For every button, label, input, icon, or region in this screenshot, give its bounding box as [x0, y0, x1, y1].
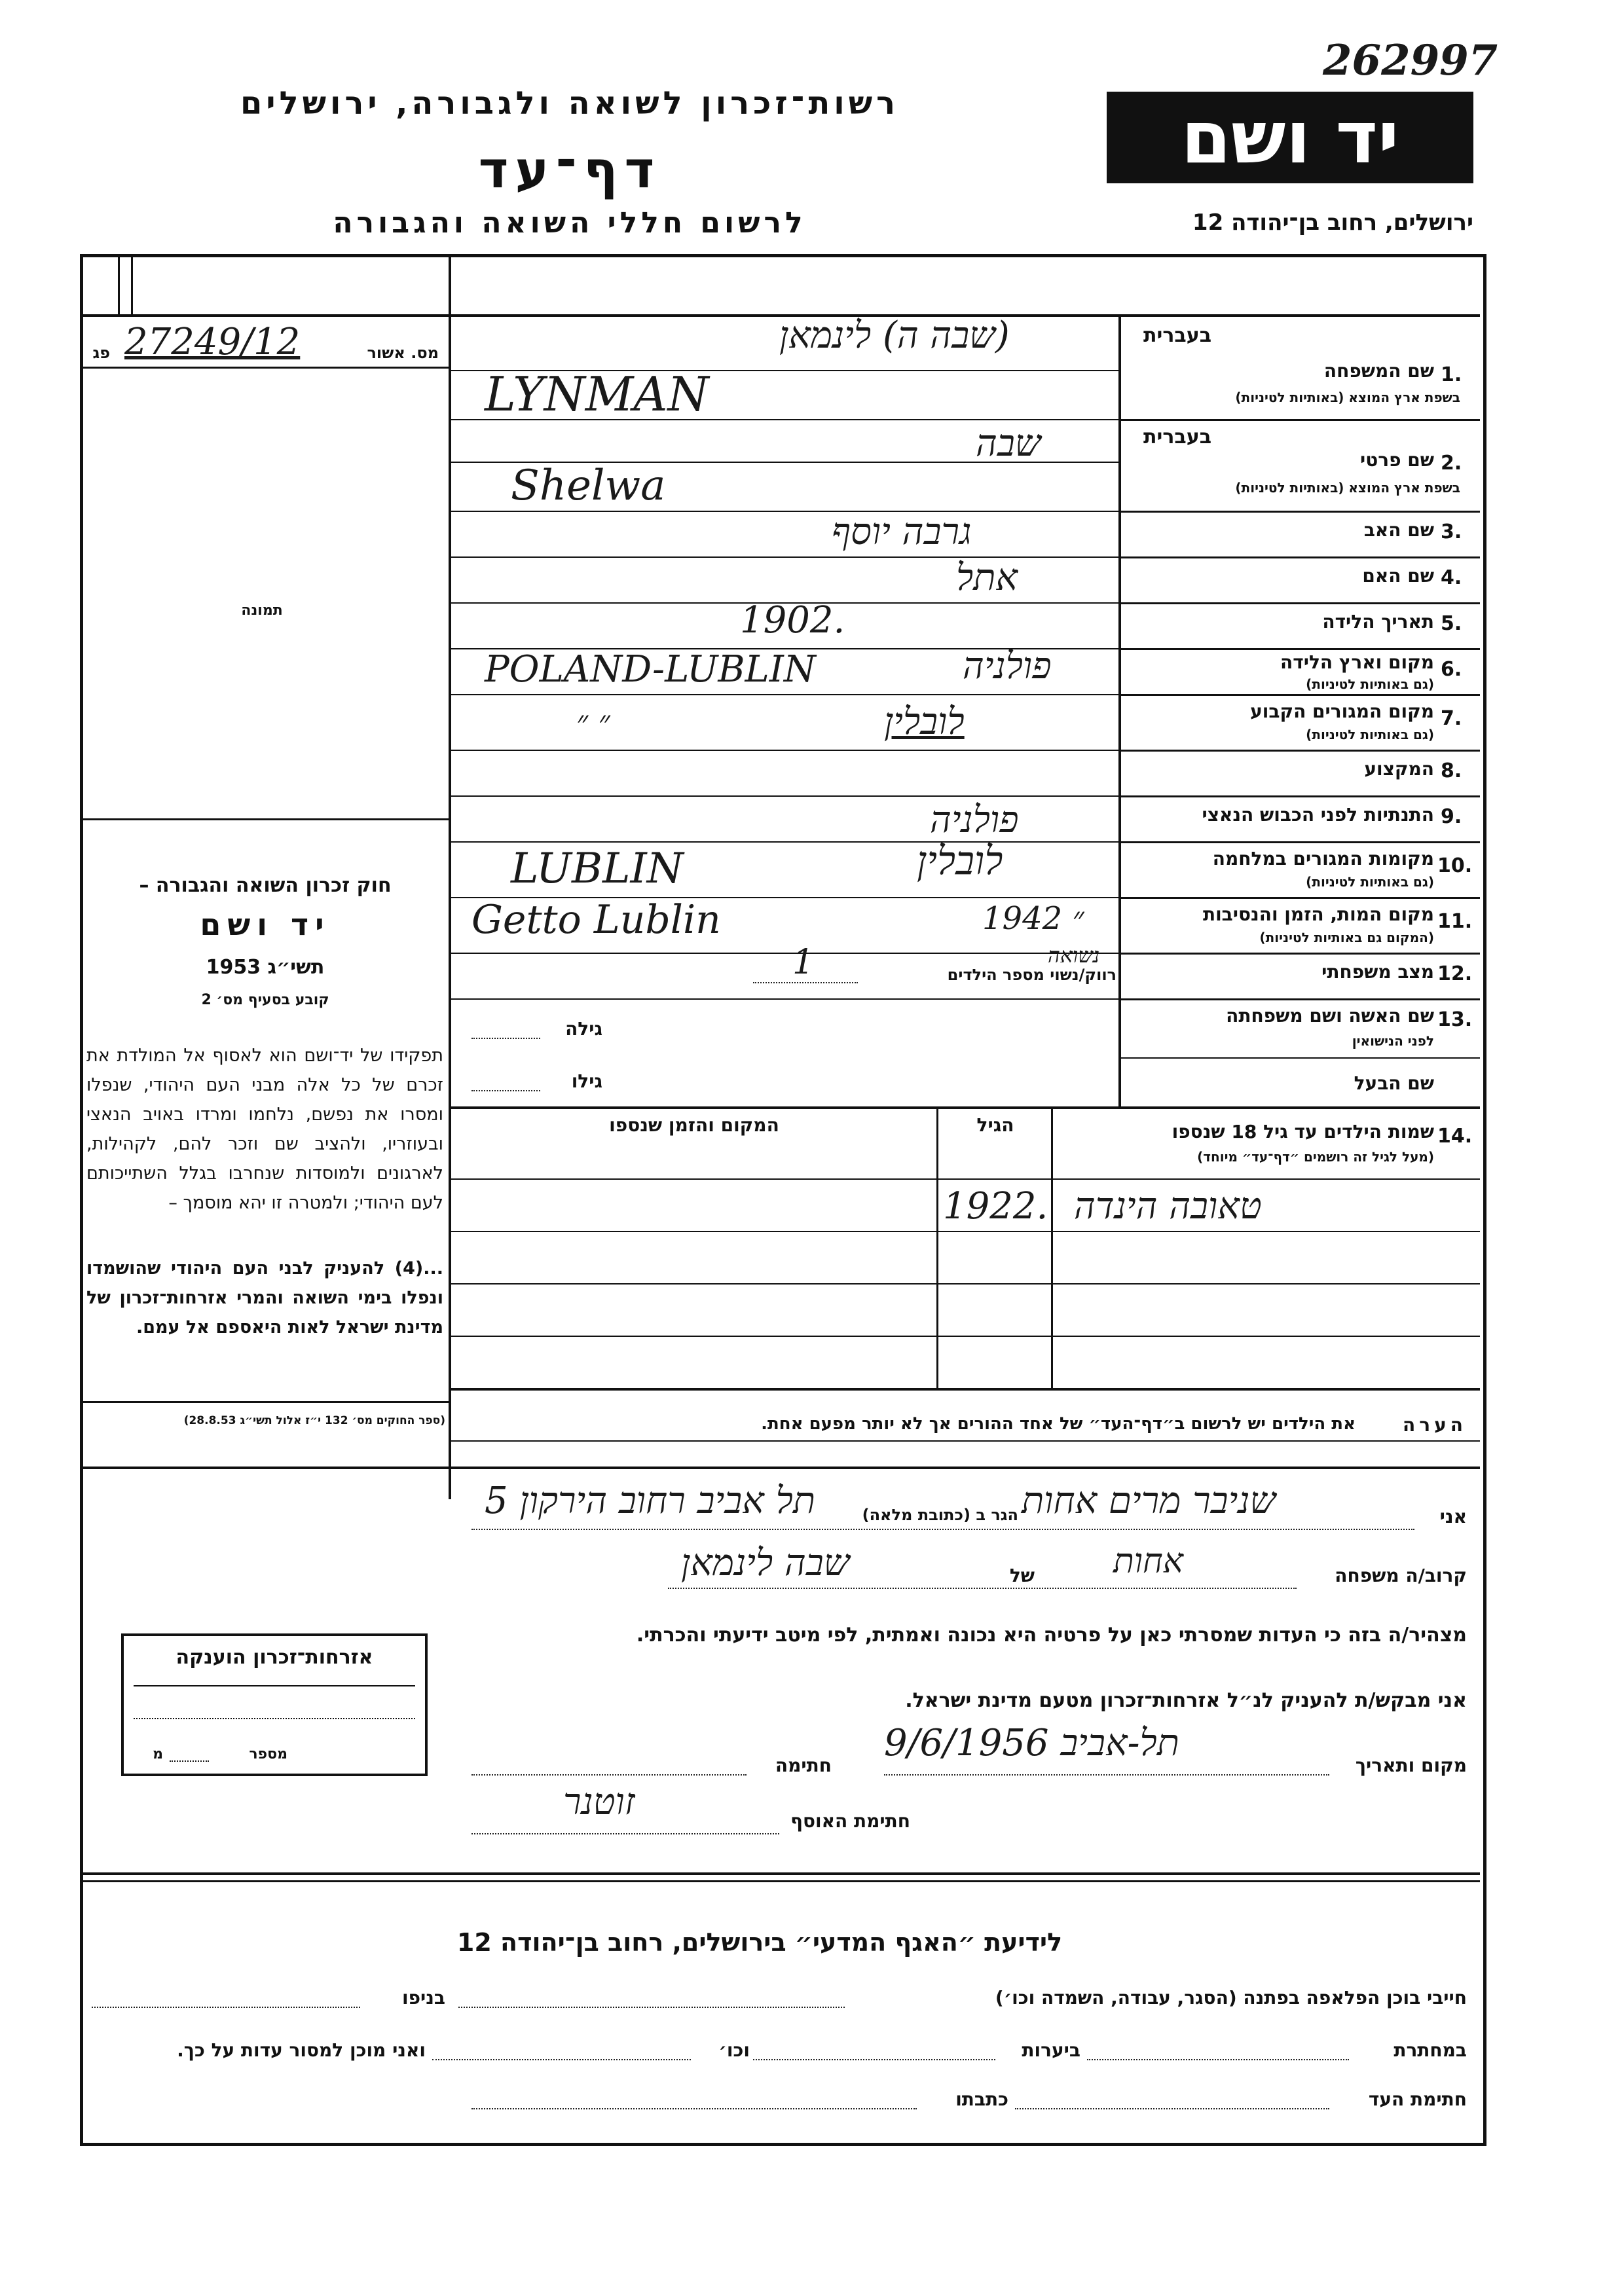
field-9-label: התנתיות לפני הכבוש הנאצי [1202, 804, 1434, 826]
signature-label: חתימה [775, 1755, 832, 1776]
birthplace-latin-value[interactable]: POLAND-LUBLIN [485, 648, 816, 691]
surname-latin-value[interactable]: LYNMAN [485, 367, 709, 422]
firstname-latin-value[interactable]: Shelwa [511, 462, 666, 510]
field-11-label: מקום המות, הזמן והנסיבות [1202, 903, 1434, 925]
field-7-label: מקום המגורים הקבוע [1250, 701, 1434, 722]
relative-label: קרוב/ה משפחה [1335, 1565, 1467, 1586]
declarant-resides-label: הגר ב (כתובת מלאה) [862, 1506, 1018, 1524]
field-12-label: מצב משפחתי [1321, 961, 1434, 983]
wartime-residence-hebrew-value[interactable]: לובלין [917, 838, 1003, 884]
field-12-num: 12. [1437, 962, 1473, 985]
law-clause: קובע בסעיף מס׳ 2 [201, 992, 329, 1008]
field-4-label: שם האם [1362, 565, 1434, 587]
footer-line1-b: בניפו [401, 1987, 445, 2009]
child-age-value[interactable]: 1922. [943, 1185, 1048, 1228]
field-4-num: 4. [1441, 566, 1462, 589]
approval-label: מס. אשור [367, 344, 439, 362]
field-10-num: 10. [1437, 854, 1473, 877]
footer-line2-c: וכו׳ [718, 2039, 750, 2061]
children-col-place: המקום והזמן שנספו [609, 1114, 779, 1136]
children-sub: (מעל לגיל זה רושמים ״דף־עד״ מיוחד) [1197, 1149, 1434, 1165]
form-title: דף־עד [478, 141, 661, 200]
field-1-lang: בעברית [1143, 324, 1211, 347]
form-subtitle: לרשום חללי השואה והגבורה [333, 206, 807, 240]
field-13-num: 13. [1437, 1008, 1473, 1031]
field-2-label: שם פרטי [1359, 449, 1434, 471]
declarant-address-value[interactable]: תל אביב רחוב הירקון 5 [485, 1480, 815, 1522]
place-date-value[interactable]: תל-אביב 9/6/1956 [884, 1722, 1179, 1764]
mother-name-value[interactable]: אתל [956, 556, 1018, 599]
relation-value[interactable]: אחות [1113, 1542, 1183, 1581]
law-name: יד ושם [200, 907, 331, 942]
note-label: הערה [1403, 1414, 1467, 1436]
field-6-num: 6. [1441, 658, 1462, 681]
footer-line2-d: ואני מוכן למסור עדות על כך. [177, 2039, 426, 2061]
field-1-label: שם המשפחה [1323, 360, 1434, 382]
field-12-inline: רווק/נשוי מספר הילדים [947, 966, 1116, 984]
children-count-value[interactable]: 1 [792, 943, 815, 982]
law-year: תשי״ג 1953 [206, 956, 325, 979]
field-6-sub: (גם באותיות לטיניות) [1306, 676, 1434, 692]
law-footnote: (ספר החוקים מס׳ 132 י״ז אלול תשי״ג 28.8.53) [183, 1414, 445, 1427]
collector-signature-label: חתימת האוסף [790, 1810, 910, 1832]
field-2-sub: בשפת ארץ המוצא (באותיות לטיניות) [1235, 480, 1460, 496]
law-text: תפקידו של יד־ושם הוא לאסוף אל המולדת את זכרם של כל אלה מבני העם היהודי, שנפלו ומסרו את נפשם, נלחמו ומרדו באויב הנאצי ובעוזריו, ולהציב שם וזכר להם, לקהילות, לארגונים ולמוסדות שנחרבו בגלל השתייכותם לעם היהודי; ולמטרה זו יהא מוסמך – [86, 1046, 443, 1213]
surname-hebrew-value[interactable]: (שבה ה) לינמאן [779, 314, 1010, 357]
stamp-box-number-prefix: מ [153, 1746, 163, 1762]
field-8-label: המקצוע [1364, 758, 1434, 780]
field-2-lang: בעברית [1143, 426, 1211, 448]
field-5-label: תאריך הלידה [1322, 611, 1434, 632]
declarant-ani: אני [1439, 1506, 1467, 1527]
law-title: חוק זכרון השואה והגבורה – [139, 874, 392, 897]
wartime-residence-latin-value[interactable]: LUBLIN [511, 845, 684, 893]
collector-signature-value[interactable]: זוטנר [563, 1781, 635, 1823]
residence-value[interactable]: לובלין [884, 701, 965, 743]
footer-line2-b: ביערות [1022, 2039, 1080, 2061]
stamp-box-number-label: מספר [249, 1746, 287, 1762]
field-10-sub: (גם באותיות לטיניות) [1306, 874, 1434, 890]
death-place-value[interactable]: Getto Lublin [471, 897, 721, 943]
place-date-label: מקום ותאריך [1355, 1755, 1467, 1776]
field-3-num: 3. [1441, 520, 1462, 543]
field-10-label: מקומות המגורים במלחמה [1212, 848, 1434, 869]
child-name-value[interactable]: טאובה הינדה [1074, 1185, 1262, 1228]
field-1-sub: בשפת ארץ המוצא (באותיות לטיניות) [1235, 390, 1460, 405]
field-11-num: 11. [1437, 910, 1473, 933]
of-label: של [1009, 1565, 1035, 1586]
declarant-name-value[interactable]: שניבר מרים אחות [1022, 1480, 1276, 1522]
field-5-num: 5. [1441, 612, 1462, 635]
request-text: אני מבקש/ת להעניק לנ״ל אזרחות־זכרון מטעם מדינת ישראל. [905, 1689, 1467, 1712]
archive-number: 262997 [1323, 36, 1498, 85]
field-1-num: 1. [1441, 363, 1462, 386]
husband-age-label: גילו [571, 1070, 602, 1092]
death-date-value[interactable]: ״ 1942 [982, 900, 1084, 937]
prewar-residence-value[interactable]: פולניה [930, 799, 1019, 841]
approval-number: 27249/12 [124, 321, 301, 363]
father-name-value[interactable]: גרבה יוסף [832, 511, 972, 553]
org-title: רשות־זכרון לשואה ולגבורה, ירושלים [240, 85, 900, 122]
stamp-box-title: אזרחות־זכרון הוענקה [175, 1646, 373, 1669]
logo-text: יד ושם [1181, 96, 1399, 179]
field-3-label: שם האב [1363, 519, 1434, 541]
birthplace-hebrew-value[interactable]: פולניה [963, 645, 1052, 687]
children-label: שמות הילדים עד גיל 18 שנספו [1172, 1121, 1434, 1142]
note-text: את הילדים יש לרשום ב״דף־העד״ של אחד ההורים אך לא יותר מפעם אחת. [761, 1414, 1356, 1434]
declaration-text: מצהיר/ה בזה כי העדות שמסרתי כאן על פרטיה היא נכונה ואמתית, לפי מיטב ידיעתי והכרתי. [636, 1624, 1467, 1647]
field-14-num: 14. [1437, 1125, 1473, 1148]
children-col-age: הגיל [976, 1114, 1014, 1136]
photo-label: תמונה [241, 602, 283, 619]
deceased-name-value[interactable]: שבה לינמאן [681, 1542, 850, 1584]
field-7-num: 7. [1441, 707, 1462, 730]
header-address: ירושלים, רחוב בן־יהודה 12 [1192, 210, 1473, 236]
field-9-num: 9. [1441, 805, 1462, 828]
citizenship-stamp-box [121, 1633, 428, 1776]
law-text-clause-4: ...(4) להעניק לבני העם היהודי שהושמדו ונפלו בימי השואה והמרי אזרחות־זכרון של מדינת ישראל לאות היאספם אל עמם. [86, 1258, 443, 1338]
approval-prefix: פג [92, 344, 110, 362]
birth-date-value[interactable]: 1902. [740, 599, 845, 642]
marital-status-value[interactable]: נשואה [1048, 943, 1100, 968]
field-13-label: שם האשה ושם משפחתה [1226, 1005, 1434, 1027]
yad-vashem-logo [1107, 92, 1473, 183]
footer-line1-a: חייבי בוכן הפלאפה בפתנה (הסגר, עבודה, השמדה וכו׳) [995, 1987, 1467, 2009]
field-13-sub: לפני הנישואין [1352, 1033, 1434, 1049]
wife-age-label: גילה [565, 1018, 602, 1040]
footer-heading: לידיעת ״האגף המדעי״ בירושלים, רחוב בן־יהודה 12 [456, 1928, 1063, 1957]
footer-line3-b: כתבתו [955, 2088, 1008, 2110]
footer-line3-a: חתימת העד [1368, 2088, 1467, 2110]
field-7-sub: (גם באותיות לטיניות) [1306, 727, 1434, 742]
field-11-sub: (המקום גם באותיות לטיניות) [1259, 930, 1434, 945]
field-8-num: 8. [1441, 759, 1462, 782]
residence-ditto: ״ ״ [576, 704, 610, 740]
firstname-hebrew-value[interactable]: שבה [976, 422, 1041, 465]
field-6-label: מקום וארץ הלידה [1280, 651, 1434, 673]
husband-name-label: שם הבעל [1354, 1072, 1434, 1094]
field-2-num: 2. [1441, 452, 1462, 475]
footer-line2-a: במחתרת [1393, 2039, 1467, 2061]
